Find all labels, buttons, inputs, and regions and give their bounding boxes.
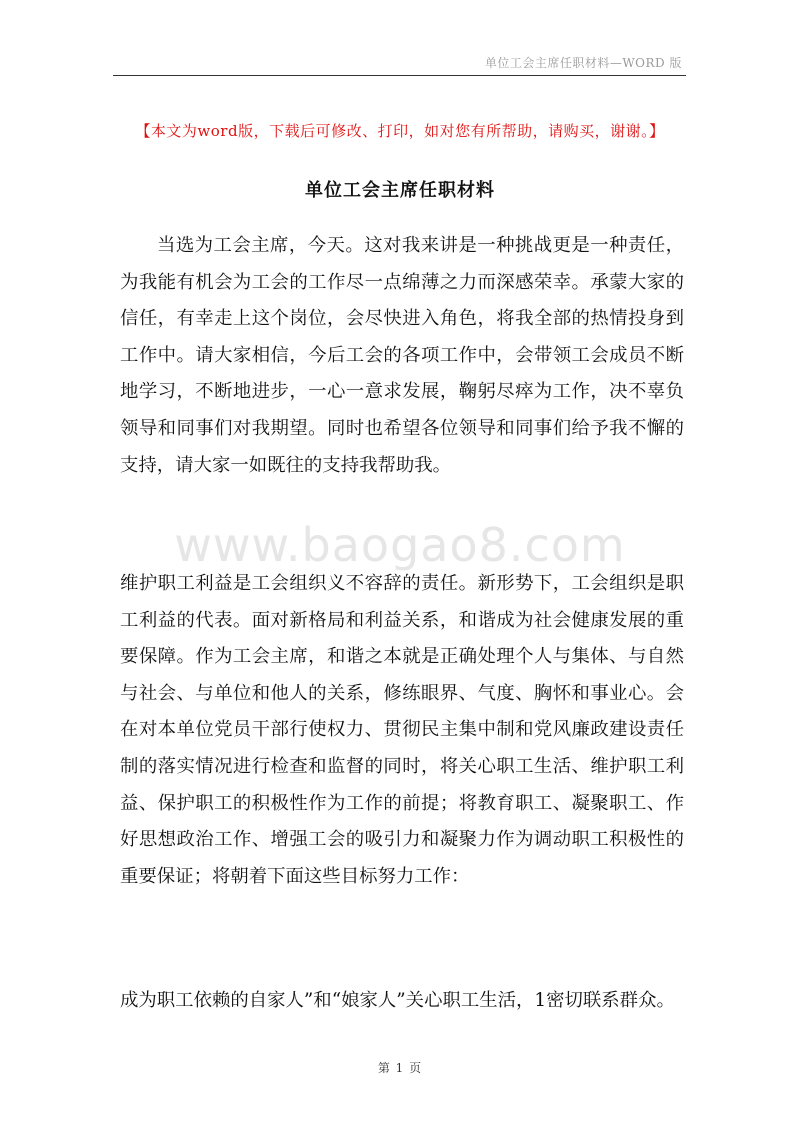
- body-paragraph-1: 当选为工会主席，今天。这对我来讲是一种挑战更是一种责任，为我能有机会为工会的工作尽一点绵薄之力而深感荣幸。承蒙大家的信任，有幸走上这个岗位，会尽快进入角色，将我全部的热情投身到工作中。请大家相信，今后工会的各项工作中，会带领工会成员不断地学习，不断地进步，一心一意求发展，鞠躬尽瘁为工作，决不辜负领导和同事们对我期望。同时也希望各位领导和同事们给予我不懈的支持，请大家一如既往的支持我帮助我。: [120, 235, 684, 476]
- page-number: 第 1 页: [377, 1061, 423, 1075]
- header-divider: [113, 75, 686, 76]
- document-title: 单位工会主席任职材料: [305, 180, 495, 201]
- download-notice: 【本文为word版，下载后可修改、打印，如对您有所帮助，请购买，谢谢。】: [135, 122, 665, 140]
- watermark-text: www.baogao8.com: [174, 518, 626, 572]
- body-paragraph-2: 维护职工利益是工会组织义不容辞的责任。新形势下，工会组织是职工利益的代表。面对新格局和利益关系，和谐成为社会健康发展的重要保障。作为工会主席，和谐之本就是正确处理个人与集体、与自然与社会、与单位和他人的关系，修练眼界、气度、胸怀和事业心。会在对本单位党员干部行使权力、贯彻民主集中制和党风廉政建设责任制的落实情况进行检查和监督的同时，将关心职工生活、维护职工利益、保护职工的积极性作为工作的前提；将教育职工、凝聚职工、作好思想政治工作、增强工会的吸引力和凝聚力作为调动职工积极性的重要保证；将朝着下面这些目标努力工作：: [120, 573, 684, 887]
- page-header-title: 单位工会主席任职材料—WORD 版: [484, 56, 682, 70]
- body-paragraph-3: 成为职工依赖的自家人”和“娘家人”关心职工生活，1密切联系群众。: [120, 990, 675, 1011]
